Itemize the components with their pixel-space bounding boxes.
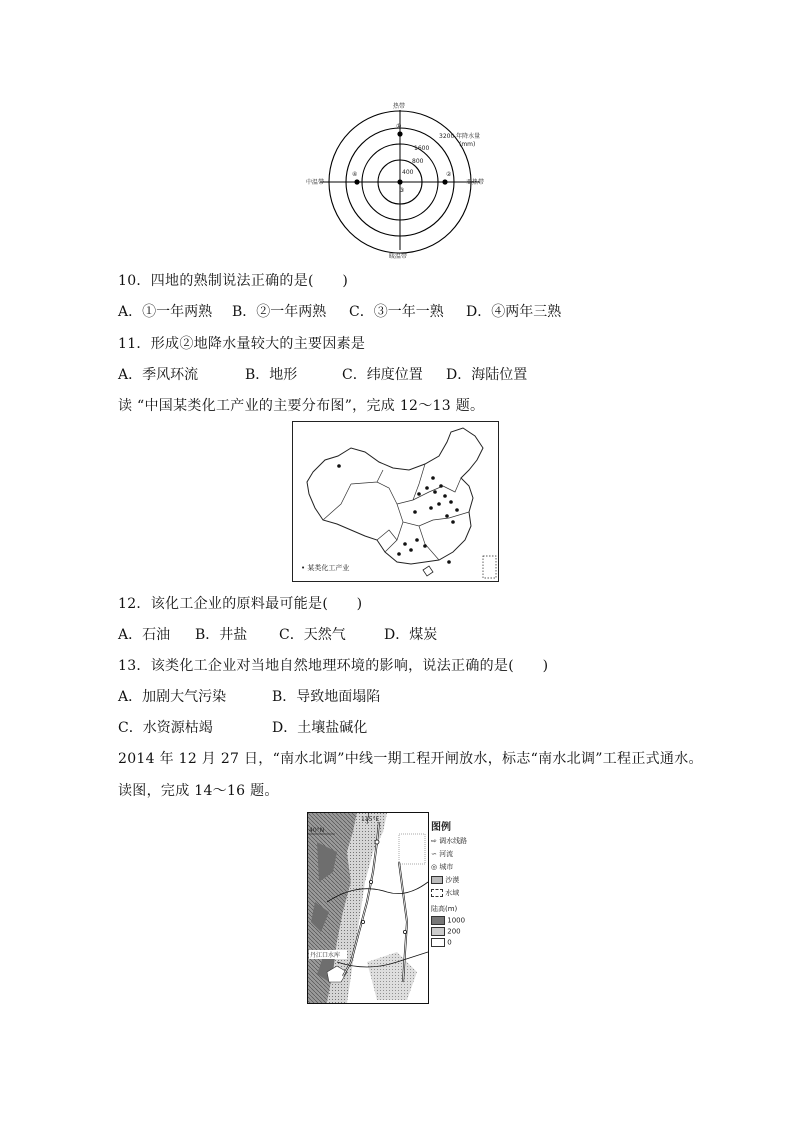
q11-option-b[interactable]: B．地形 [245,367,298,383]
china-industry-map [292,421,499,582]
legend-route-label: 调水线路 [439,837,468,845]
route-arrow-icon: ⇨ [431,837,437,845]
reservoir-label: 丹江口水库 [310,952,341,959]
legend-water [431,888,481,898]
q10-stem: 10．四地的熟制说法正确的是( ) [118,273,349,289]
point-label-3: ③ [399,187,405,194]
q11-option-d[interactable]: D．海陆位置 [446,367,528,383]
diversion-route-map [307,812,429,1004]
q12-option-b[interactable]: B．井盐 [195,627,248,643]
legend-desert [431,875,481,885]
legend-water-label: 水域 [445,889,460,897]
point-label-2: ② [446,171,452,178]
point-1 [397,131,402,136]
q13-option-a[interactable]: A．加剧大气污染 [118,689,227,705]
precip-unit: (mm) [459,141,476,148]
q12-option-d[interactable]: D．煤炭 [384,627,438,643]
elevation-200-label: 200 [447,927,461,936]
label-right: 亚热带 [466,179,485,186]
legend-label: 某类化工产业 [307,564,350,572]
elevation-1000-label: 1000 [447,916,466,925]
city-icon: ◎ [431,863,438,871]
elevation-title: 陆高(m) [431,905,458,913]
legend-city-label: 城市 [439,863,454,871]
q12-option-a[interactable]: A．石油 [118,627,171,643]
china-outline [293,422,498,581]
elevation-200 [431,927,481,936]
elevation-0 [431,938,481,947]
desert-swatch-icon [431,876,443,884]
point-3 [397,179,402,184]
river-line-icon: ∽ [431,850,437,858]
q11-stem: 11．形成②地降水量较大的主要因素是 [118,336,366,352]
label-bottom: 暖温带 [389,253,408,260]
intro-14-16-line2: 读图，完成 14～16 题。 [118,783,279,799]
label-left: 中温带 [306,179,325,186]
q13-option-c[interactable]: C．水资源枯竭 [118,720,213,736]
q10-option-a[interactable]: A．①一年两熟 [118,304,213,320]
legend-title: 图例 [431,822,451,833]
legend-river-label: 河流 [439,850,454,858]
ring-label-800: 800 [412,158,424,165]
q10-option-c[interactable]: C．③一年一熟 [349,304,444,320]
precip-title: 3200 年降水量 [439,133,481,140]
elevation-1000 [431,916,481,925]
elevation-1000-swatch [431,916,445,925]
q11-option-c[interactable]: C．纬度位置 [342,367,423,383]
q13-option-b[interactable]: B．导致地面塌陷 [272,689,381,705]
q12-option-c[interactable]: C．天然气 [279,627,346,643]
legend-city [431,862,481,872]
lat-label: 40°N [309,827,325,834]
map-legend-panel [431,818,481,947]
precipitation-ring-diagram [295,98,515,263]
legend-river [431,849,481,859]
point-2 [442,179,447,184]
q10-option-b[interactable]: B．②一年两熟 [232,304,327,320]
water-diversion-map [307,812,480,1004]
map-legend [301,563,349,573]
intro-12-13: 读 “中国某类化工产业的主要分布图”，完成 12～13 题。 [118,398,485,414]
q11-option-a[interactable]: A．季风环流 [118,367,199,383]
ring-label-1600: 1600 [414,145,430,152]
legend-dot-icon: • [301,564,306,572]
legend-route [431,836,481,846]
q13-option-d[interactable]: D．土壤盐碱化 [272,720,368,736]
point-label-1: ① [396,123,402,130]
legend-desert-label: 沙漠 [445,876,460,884]
elevation-0-label: 0 [447,938,452,947]
q13-stem: 13．该类化工企业对当地自然地理环境的影响，说法正确的是( ) [118,658,549,674]
elevation-200-swatch [431,927,445,936]
water-swatch-icon [431,889,443,897]
q10-option-d[interactable]: D．④两年三熟 [466,304,562,320]
lon-label: 115°E [361,816,380,823]
q12-stem: 12．该化工企业的原料最可能是( ) [118,596,363,612]
label-top: 热带 [393,103,406,110]
intro-14-16-line1: 2014 年 12 月 27 日，“南水北调”中线一期工程开闸放水，标志“南水北调”工程正式通水。 [118,751,703,767]
ring-label-400: 400 [402,169,414,176]
point-label-4: ④ [352,171,358,178]
point-4 [354,179,359,184]
elevation-0-swatch [431,938,445,947]
